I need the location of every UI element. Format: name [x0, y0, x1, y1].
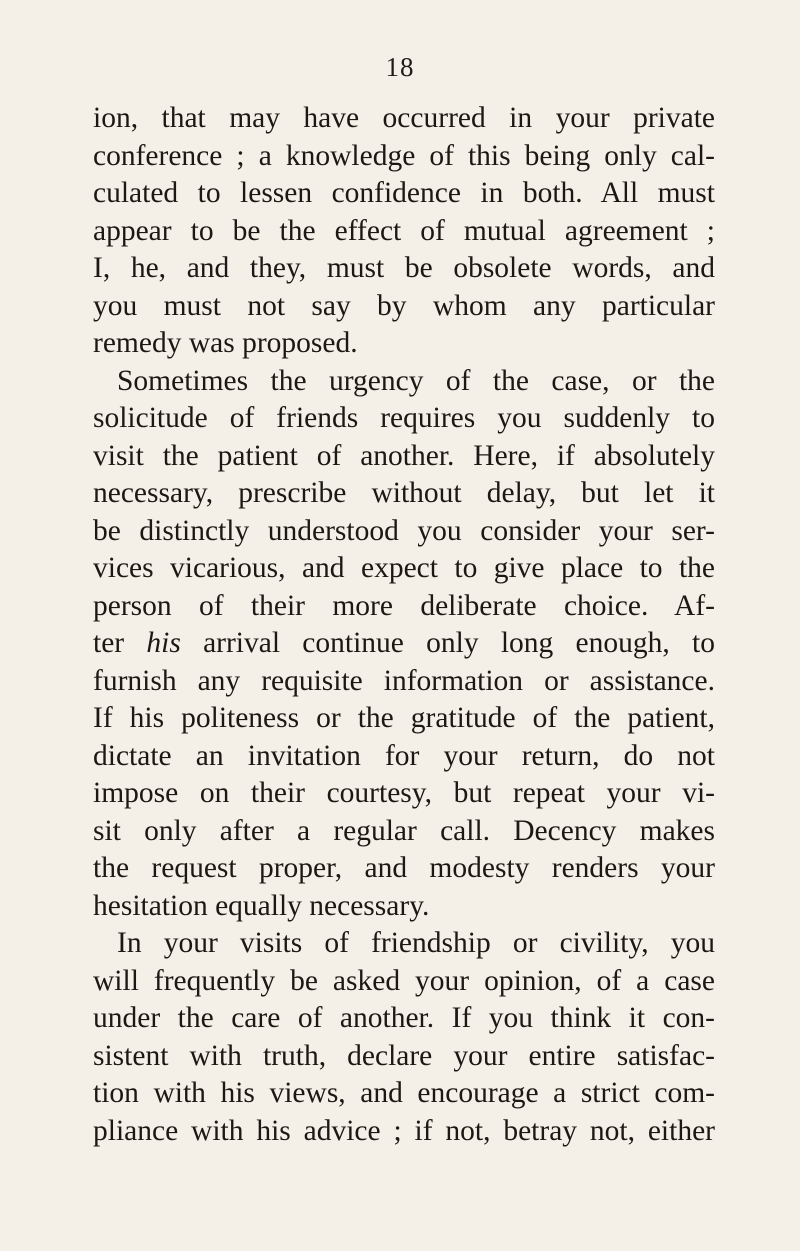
text-line: furnish any requisite information or assistance.	[93, 664, 715, 697]
text-fragment: ter	[93, 627, 147, 659]
text-line: If his politeness or the gratitude of the patient,	[93, 702, 715, 734]
text-line: appear to be the effect of mutual agreement ;	[93, 214, 715, 247]
text-line: conference ; a knowledge of this being only cal-	[93, 139, 715, 172]
text-line: I, he, and they, must be obsolete words, and	[93, 252, 715, 284]
text-line: remedy was proposed.	[93, 327, 358, 359]
text-fragment: arrival continue only long enough, to	[180, 627, 715, 659]
text-line: person of their more deliberate choice. Af-	[93, 589, 715, 622]
text-line: vices vicarious, and expect to give place to the	[93, 552, 715, 584]
text-line: sit only after a regular call. Decency makes	[93, 814, 715, 847]
text-line: sistent with truth, declare your entire satisfac-	[93, 1039, 715, 1072]
text-line: will frequently be asked your opinion, of a case	[93, 964, 715, 997]
text-line: dictate an invitation for your return, do not	[93, 739, 715, 772]
text-line: In your visits of friendship or civility, you	[117, 927, 715, 959]
text-line: under the care of another. If you think it con-	[93, 1002, 715, 1034]
italic-word: his	[146, 627, 181, 659]
text-line: solicitude of friends requires you suddenly to	[93, 402, 715, 434]
text-line: hesitation equally necessary.	[93, 889, 430, 922]
text-line: ion, that may have occurred in your private	[93, 102, 715, 134]
body-text	[93, 100, 715, 1150]
text-line: Sometimes the urgency of the case, or the	[117, 364, 715, 397]
text-line: the request proper, and modesty renders your	[93, 852, 715, 884]
text-line: be distinctly understood you consider your ser-	[93, 514, 715, 547]
text-line: you must not say by whom any particular	[93, 289, 715, 322]
text-line: visit the patient of another. Here, if absolutely	[93, 439, 715, 472]
text-line: pliance with his advice ; if not, betray not, either	[93, 1114, 715, 1147]
page-number: 18	[385, 52, 415, 82]
text-line: culated to lessen confidence in both. All must	[93, 177, 715, 209]
text-line: tion with his views, and encourage a strict com-	[93, 1077, 715, 1109]
text-line: impose on their courtesy, but repeat your vi-	[93, 777, 715, 809]
text-line: necessary, prescribe without delay, but let it	[93, 477, 715, 509]
text-line-with-italic	[93, 625, 715, 663]
